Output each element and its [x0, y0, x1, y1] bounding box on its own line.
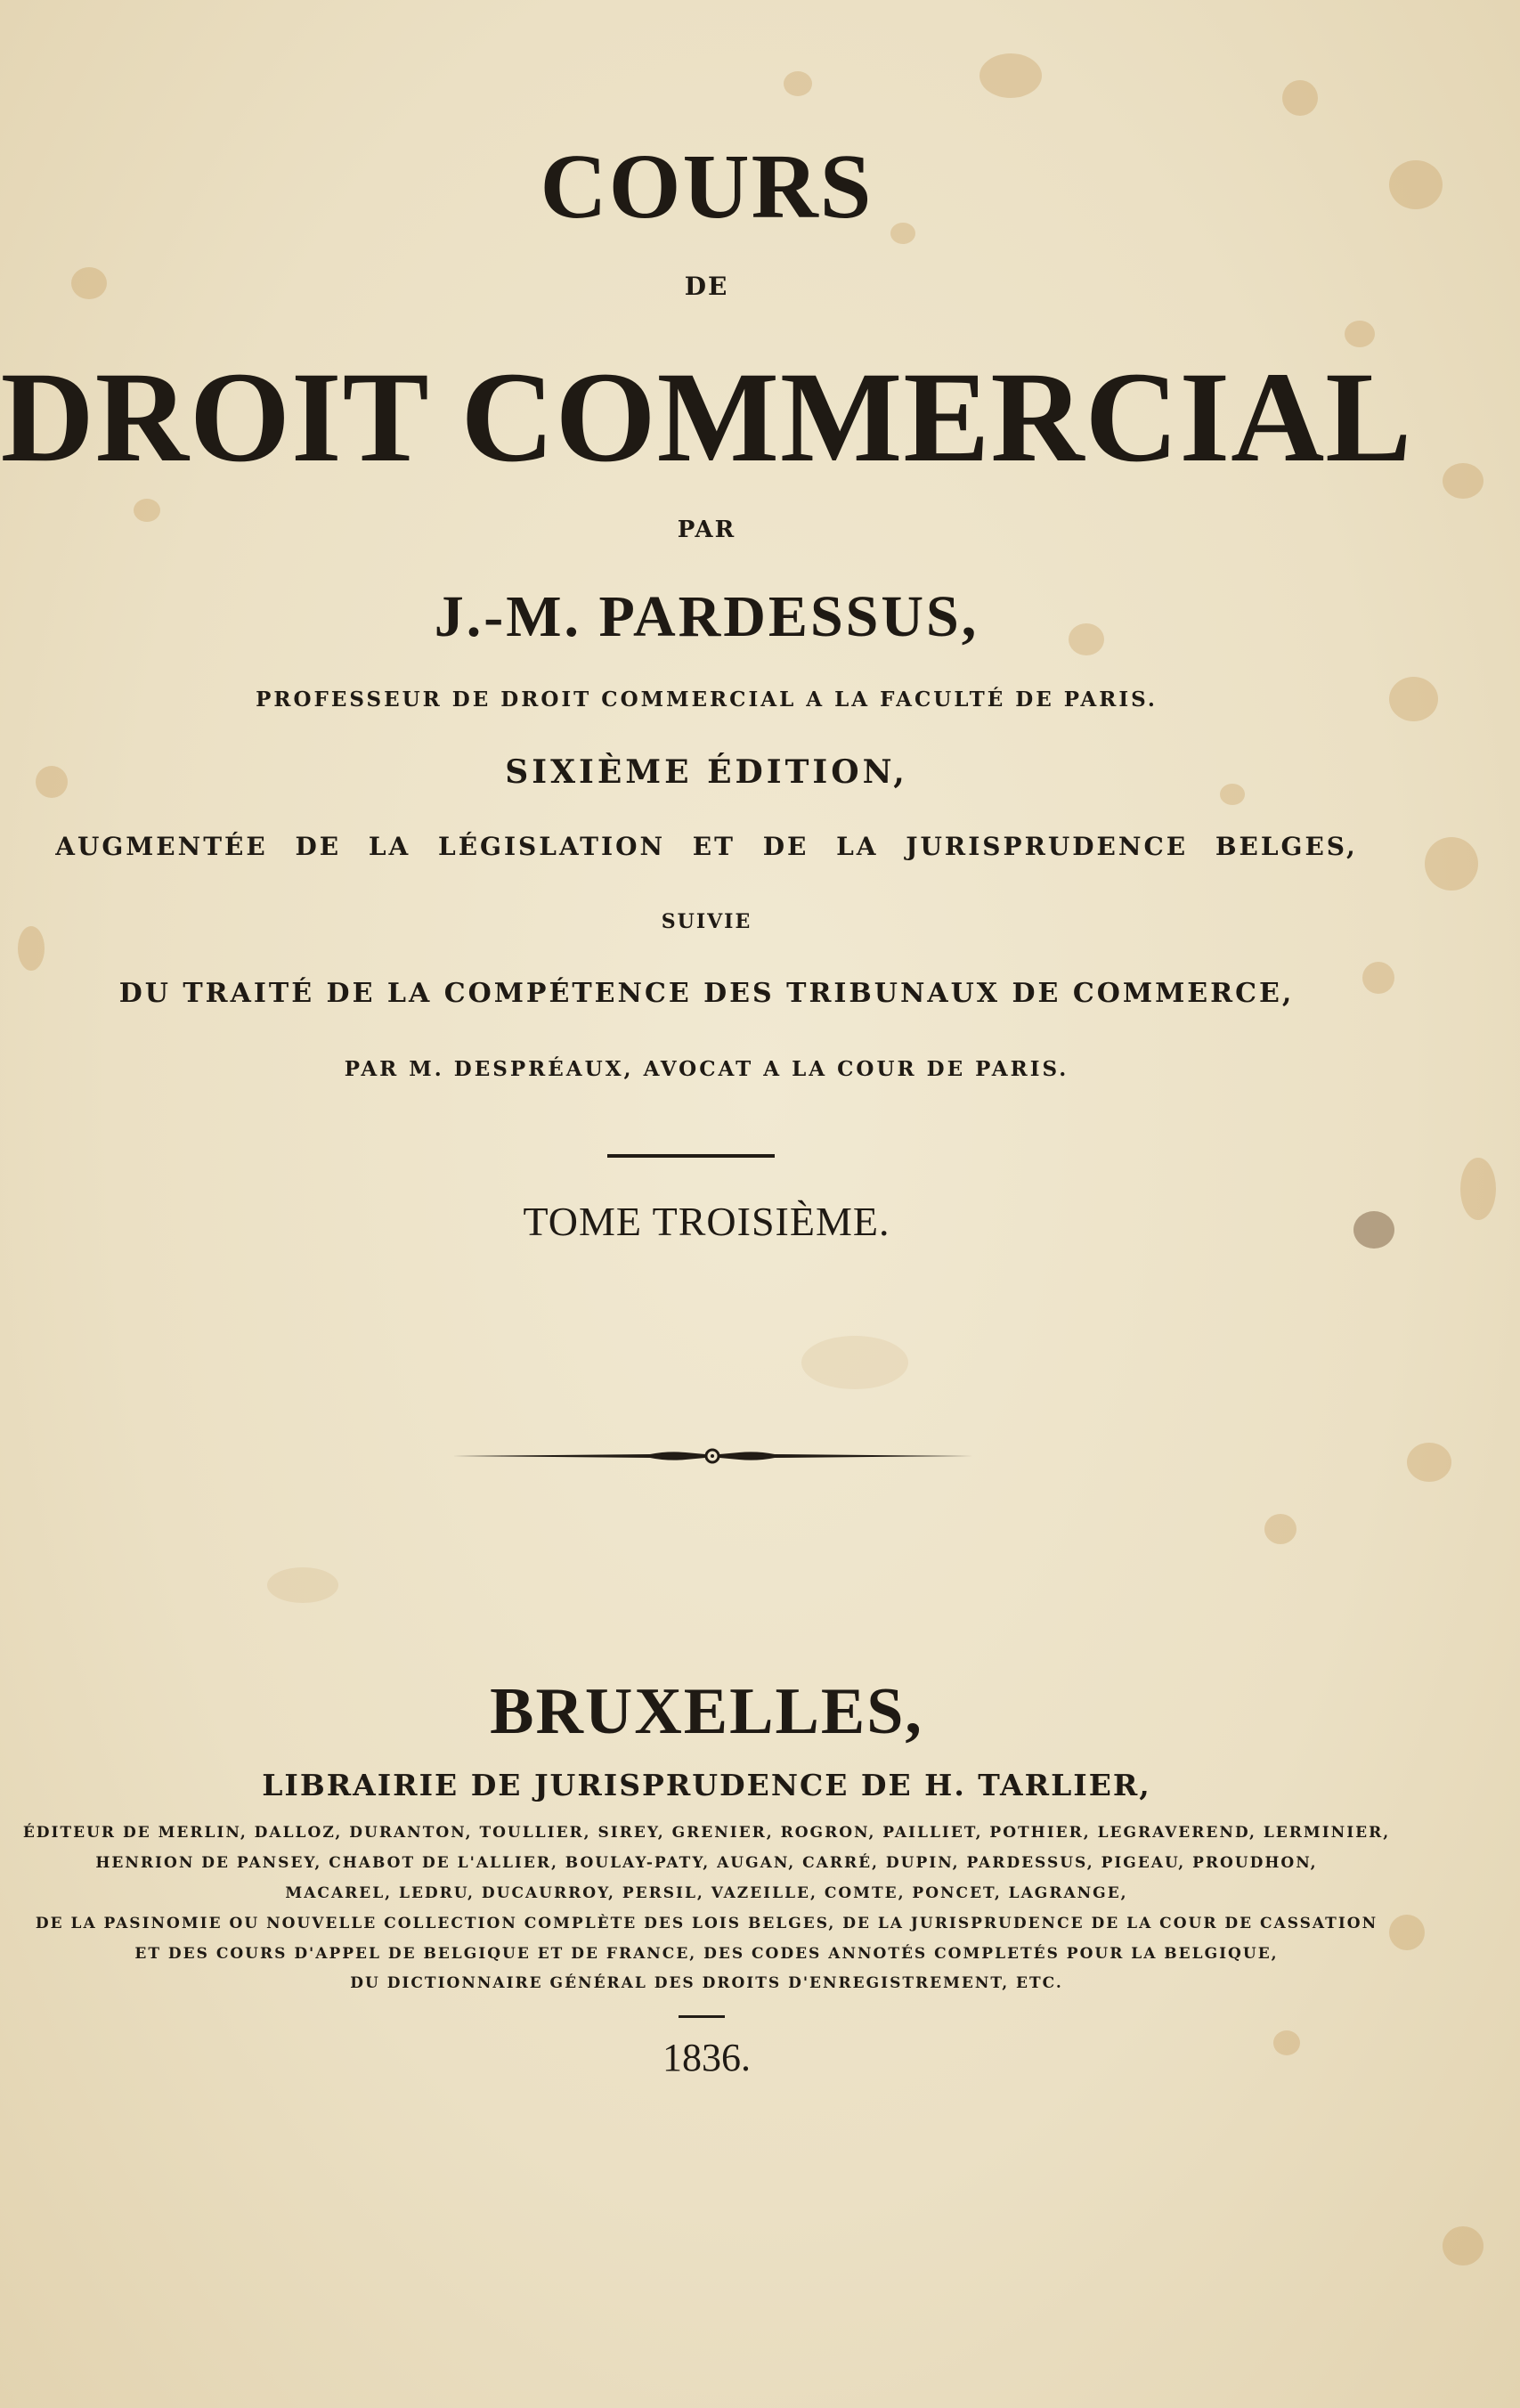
divider-rule [607, 1154, 775, 1158]
author-name: J.-M. PARDESSUS, [434, 584, 979, 649]
imprint-city: BRUXELLES, [490, 1675, 923, 1748]
author-position: PROFESSEUR DE DROIT COMMERCIAL A LA FACULTÉ DE PARIS. [256, 687, 1158, 712]
imprint-publisher: LIBRAIRIE DE JURISPRUDENCE DE H. TARLIER, [262, 1768, 1151, 1802]
publisher-note-line: ET DES COURS D'APPEL DE BELGIQUE ET DE FRANCE, DES CODES ANNOTÉS COMPLETÉS POUR LA BELGIQUE, [134, 1945, 1279, 1963]
ornament-rule-icon [445, 1438, 979, 1474]
traite-author: PAR M. DESPRÉAUX, AVOCAT A LA COUR DE PARIS. [344, 1057, 1069, 1081]
imprint-year: 1836. [662, 2036, 751, 2079]
title-par: PAR [677, 517, 736, 543]
publisher-note-line: MACAREL, LEDRU, DUCAURROY, PERSIL, VAZEILLE, COMTE, PONCET, LAGRANGE, [285, 1884, 1128, 1902]
traite-title: DU TRAITÉ DE LA COMPÉTENCE DES TRIBUNAUX DE COMMERCE, [118, 978, 1295, 1009]
augmentation-note: AUGMENTÉE DE LA LÉGISLATION ET DE LA JURISPRUDENCE BELGES, [55, 832, 1358, 861]
publisher-note-line: ÉDITEUR DE MERLIN, DALLOZ, DURANTON, TOULLIER, SIREY, GRENIER, ROGRON, PAILLIET, POTHIER, LEGRAVEREND, LERMINIER, [22, 1824, 1391, 1842]
publisher-note-line: HENRION DE PANSEY, CHABOT DE L'ALLIER, BOULAY-PATY, AUGAN, CARRÉ, DUPIN, PARDESSUS, PIGEAU, PROUDHON, [95, 1854, 1318, 1872]
publisher-note-line: DE LA PASINOMIE OU NOUVELLE COLLECTION COMPLÈTE DES LOIS BELGES, DE LA JURISPRUDENCE DE LA COUR DE CASSATION [35, 1915, 1378, 1932]
title-cours: COURS [540, 135, 874, 238]
main-title: DROIT COMMERCIAL [0, 346, 1413, 489]
edition: SIXIÈME ÉDITION, [505, 753, 908, 791]
volume-label: TOME TROISIÈME. [523, 1199, 890, 1244]
suivie-label: SUIVIE [661, 910, 752, 933]
year-rule [679, 2015, 725, 2018]
publisher-note-line: DU DICTIONNAIRE GÉNÉRAL DES DROITS D'ENREGISTREMENT, ETC. [350, 1974, 1063, 1992]
title-de: DE [684, 272, 729, 301]
